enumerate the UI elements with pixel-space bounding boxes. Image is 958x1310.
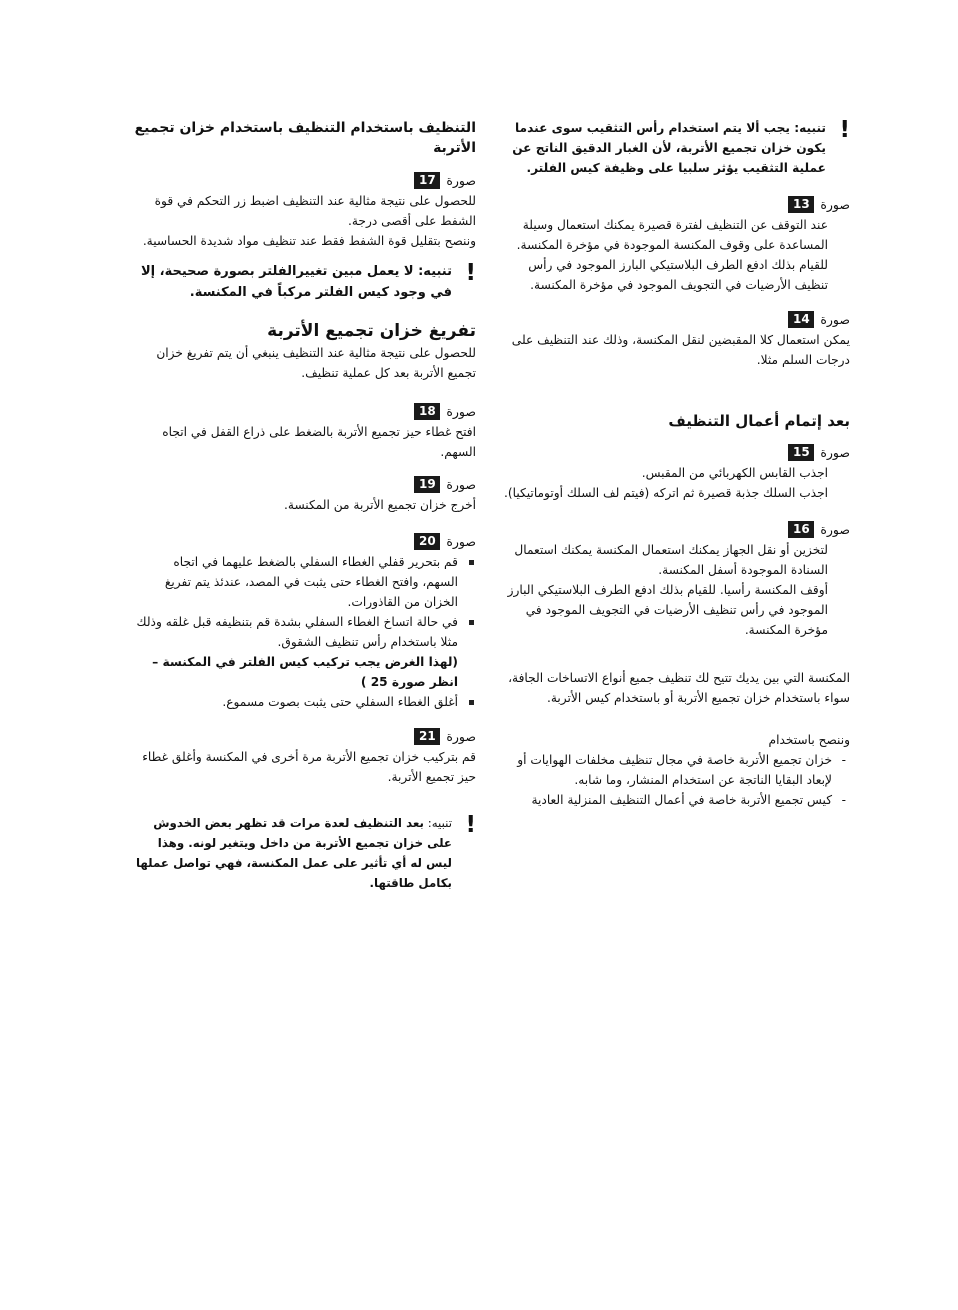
paragraph: أخرج خزان تجميع الأتربة من المكنسة.	[284, 498, 476, 512]
figure-label: صورة 17	[134, 172, 476, 189]
figure-14-section	[495, 311, 850, 370]
figure-label: صورة 13	[495, 196, 850, 213]
paragraph: للحصول على نتيجة مثالية عند التنظيف اضبط زر التحكم في قوة الشفط على أقصى درجة.	[154, 194, 476, 228]
paragraph: افتح غطاء حيز تجميع الأتربة بالضغط على ذراع القفل في اتجاه السهم.	[162, 425, 476, 459]
figure-label: صورة 19	[134, 476, 476, 493]
warning-filter-indicator	[134, 261, 476, 303]
paragraph: لتخزين أو نقل الجهاز يمكنك استعمال المكنسة يمكنك استعمال السنادة الموجودة أسفل المكنسة.	[514, 543, 828, 577]
figure-21-section	[134, 728, 476, 787]
figure-13-section	[495, 196, 850, 295]
warning-text: تنبيه: لا يعمل مبين تغييرالفلتر بصورة صحيحة، إلا في وجود كيس الفلتر مركباً في المكنسة.	[140, 264, 452, 300]
figure-19-section	[134, 476, 476, 515]
paragraph: عند التوقف عن التنظيف لفترة قصيرة يمكنك استعمال وسيلة المساعدة على وقوف المكنسة الموجودة في مؤخرة المكنسة.	[516, 218, 828, 252]
figure-15-section	[495, 444, 850, 503]
figure-label: صورة 21	[134, 728, 476, 745]
paragraph: للحصول على نتيجة مثالية عند التنظيف ينبغي أن يتم تفريغ خزان تجميع الأتربة بعد كل عملية تنظيف.	[156, 346, 476, 380]
paragraph: أوقف المكنسة رأسيا. للقيام بذلك ادفع الطرف البلاستيكي البارز الموجود في رأس تنظيف الأرضيات في التجويف الموجود في مؤخرة المكنسة.	[507, 583, 828, 637]
list-item: في حالة اتساخ الغطاء السفلي بشدة قم بتنظيفه قبل غلقه وذلك مثلا باستخدام رأس تنظيف الشقوق. (لهذا الغرض يجب تركيب كيس الفلتر في المكنسة – انظر صورة 25 )	[134, 612, 476, 692]
section-heading: بعد إتمام أعمال التنظيف	[668, 412, 850, 430]
steps-list	[134, 552, 476, 712]
figure-label: صورة 16	[495, 521, 850, 538]
paragraph: قم بتركيب خزان تجميع الأتربة مرة أخرى في المكنسة وأغلق غطاء حيز تجميع الأتربة.	[142, 750, 476, 784]
paragraph: اجذب القابس الكهربائي من المقبس.	[641, 466, 828, 480]
exclamation-icon: !	[839, 117, 850, 143]
figure-17-section	[134, 172, 476, 251]
exclamation-icon: !	[465, 260, 476, 286]
section-heading: تفريغ خزان تجميع الأتربة	[267, 321, 476, 341]
paragraph: للقيام بذلك ادفع الطرف البلاستيكي البارز الموجود في رأس تنظيف الأرضيات في التجويف الموجود في مؤخرة المكنسة.	[528, 258, 828, 292]
paragraph: اجذب السلك جذبة قصيرة ثم اتركه (فيتم لف السلك أوتوماتيكيا).	[504, 486, 828, 500]
warning-text: تنبيه: يجب ألا يتم استخدام رأس التثقيب سوى عندما يكون خزان تجميع الأتربة، لأن الغبار الدقيق الناتج عن عملية التثقيب يؤثر سلبيا على وظيفة كيس الفلتر.	[512, 121, 826, 175]
recommend-intro: وننصح باستخدام	[768, 733, 850, 747]
left-column	[134, 118, 476, 893]
figure-label: صورة 14	[495, 311, 850, 328]
paragraph: وننصح بتقليل قوة الشفط فقط عند تنظيف مواد شديدة الحساسية.	[142, 234, 476, 248]
right-column	[495, 118, 850, 810]
section-heading: التنظيف باستخدام التنظيف باستخدام خزان تجميع الأتربة	[134, 120, 476, 156]
figure-16-section	[495, 521, 850, 640]
warning-scratches	[134, 813, 476, 893]
figure-label: صورة 20	[134, 533, 476, 550]
warning-text: تنبيه: بعد التنظيف لعدة مرات قد تظهر بعض الخدوش على خزان تجميع الأتربة من داخل ويتغير لونه. وهذا ليس له أي تأثير على عمل المكنسة، فهي تواصل عملها بكامل طاقتها.	[135, 816, 452, 890]
list-item: - كيس تجميع الأتربة خاصة في أعمال التنظيف المنزلية العادية	[495, 790, 850, 810]
list-item: - خزان تجميع الأتربة خاصة في مجال تنظيف مخلفات الهوايات أو لإبعاد البقايا الناتجة عن استخدام المنشار، وما شابه.	[495, 750, 850, 790]
recommend-list	[495, 750, 850, 810]
figure-label: صورة 18	[134, 403, 476, 420]
figure-label: صورة 15	[495, 444, 850, 461]
exclamation-icon: !	[465, 812, 476, 838]
intro-paragraph: المكنسة التي بين يديك تتيح لك تنظيف جميع أنواع الاتساخات الجافة، سواء باستخدام خزان تجميع الأتربة أو باستخدام كيس الأتربة.	[508, 671, 850, 705]
figure-20-section	[134, 533, 476, 712]
list-item: أغلق الغطاء السفلي حتى يثبت بصوت مسموع.	[134, 692, 476, 712]
figure-18-section	[134, 403, 476, 462]
paragraph: يمكن استعمال كلا المقبضين لنقل المكنسة، وذلك عند التنظيف على درجات السلم مثلا.	[511, 333, 850, 367]
warning-drill-head	[495, 118, 850, 178]
list-item: قم بتحرير قفلي الغطاء السفلي بالضغط عليهما في اتجاه السهم، وافتح الغطاء حتى يثبت في المصد، عندئذ يتم تفريغ الخزان من القاذورات.	[134, 552, 476, 612]
note: (لهذا الغرض يجب تركيب كيس الفلتر في المكنسة – انظر صورة 25 )	[152, 655, 458, 689]
